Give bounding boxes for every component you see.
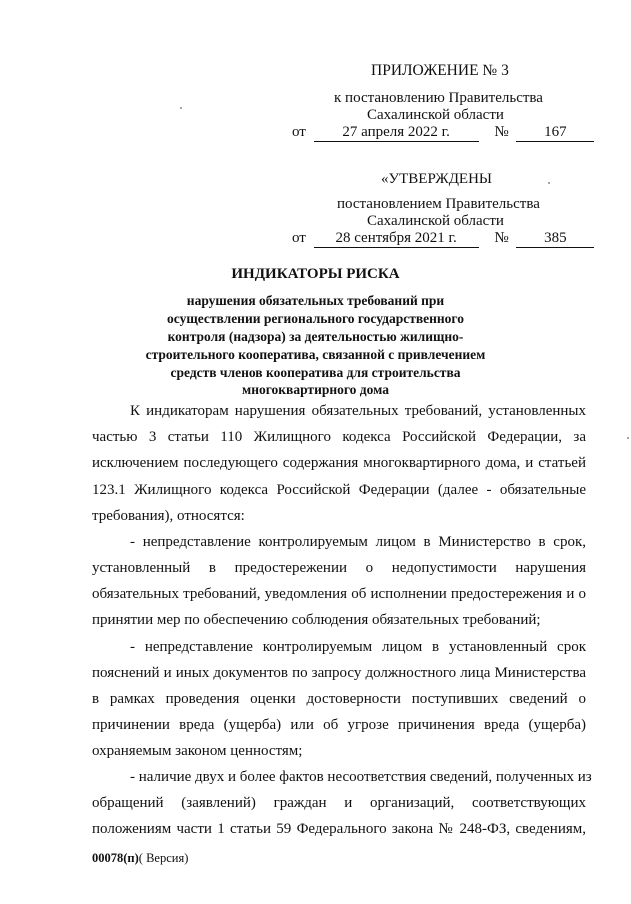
- approved-number: 385: [516, 230, 594, 248]
- number-label: №: [494, 124, 509, 140]
- number-label: №: [494, 230, 509, 246]
- body-line: установленный в предостережении о недопустимости нарушения: [92, 560, 586, 576]
- approved-title: «УТВЕРЖДЕНЫ: [381, 171, 493, 187]
- resolution-date: 27 апреля 2022 г.: [314, 124, 479, 142]
- document-code: 00078(п): [92, 851, 139, 865]
- resolution-number: 167: [516, 124, 594, 142]
- body-line: обязательных требований, уведомления об исполнении предостережения и о: [92, 586, 586, 602]
- body-line: принятии мер по обеспечению соблюдения обязательных требований;: [92, 612, 541, 628]
- resolution-line-2: Сахалинской области: [367, 107, 504, 123]
- document-title: ИНДИКАТОРЫ РИСКА: [231, 266, 400, 282]
- from-label: от: [292, 124, 306, 140]
- document-footer: [92, 851, 188, 866]
- document-version: ( Версия): [138, 851, 189, 865]
- body-line: частью 3 статьи 110 Жилищного кодекса Российской Федерации, за: [92, 429, 586, 445]
- body-line: - наличие двух и более фактов несоответствия сведений, полученных из: [130, 769, 592, 785]
- subtitle-line: осуществлении регионального государственного: [167, 311, 464, 326]
- body-line: причинении вреда (ущерба) или об угрозе причинения вреда (ущерба): [92, 717, 586, 733]
- body-line: охраняемым законом ценностям;: [92, 743, 303, 759]
- resolution-line-1: к постановлению Правительства: [334, 90, 543, 106]
- body-line: - непредставление контролируемым лицом в Министерство в срок,: [130, 534, 586, 550]
- subtitle-line: строительного кооператива, связанной с привлечением: [145, 347, 486, 362]
- body-line: обращений (заявлений) граждан и организаций, соответствующих: [92, 795, 586, 811]
- appendix-title: ПРИЛОЖЕНИЕ № 3: [371, 62, 509, 79]
- body-line: пояснений и иных документов по запросу должностного лица Министерства: [92, 665, 586, 681]
- body-line: требования), относятся:: [92, 508, 245, 524]
- approved-line-2: Сахалинской области: [367, 213, 504, 229]
- body-line: в рамках проведения оценки достоверности поступивших сведений о: [92, 691, 586, 707]
- body-line: 123.1 Жилищного кодекса Российской Федерации (далее - обязательные: [92, 482, 586, 498]
- body-line: исключением последующего содержания многоквартирного дома, и статьей: [92, 455, 586, 471]
- resolution-date-row: [292, 123, 594, 142]
- approved-date: 28 сентября 2021 г.: [314, 230, 479, 248]
- from-label: от: [292, 230, 306, 246]
- approved-date-row: [292, 229, 594, 248]
- approved-line-1: постановлением Правительства: [337, 196, 540, 212]
- subtitle-line: контроля (надзора) за деятельностью жилищно-: [167, 329, 464, 344]
- scan-speck: [180, 107, 182, 109]
- scan-speck: [627, 437, 629, 439]
- body-line: - непредставление контролируемым лицом в установленный срок: [130, 639, 586, 655]
- body-line: К индикаторам нарушения обязательных требований, установленных: [130, 403, 586, 419]
- subtitle-line: нарушения обязательных требований при: [186, 293, 445, 308]
- subtitle-line: многоквартирного дома: [242, 382, 389, 397]
- scan-speck: [548, 182, 550, 184]
- body-line: положениям части 1 статьи 59 Федерального закона № 248-ФЗ, сведениям,: [92, 821, 586, 837]
- subtitle-line: средств членов кооператива для строительства: [170, 365, 461, 380]
